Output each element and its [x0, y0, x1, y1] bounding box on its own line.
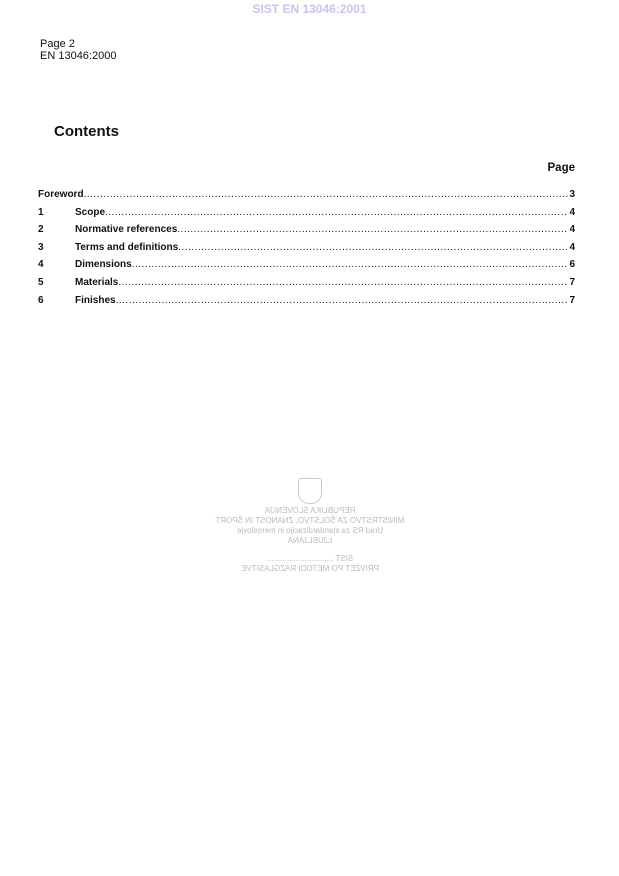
toc-entry[interactable]	[38, 189, 575, 207]
toc-number: 3	[38, 241, 44, 253]
toc-leader	[84, 189, 569, 200]
page-column-label: Page	[547, 162, 575, 174]
toc-label: Dimensions	[75, 259, 132, 271]
toc-page: 7	[569, 276, 575, 288]
toc-entry[interactable]	[38, 207, 575, 225]
toc-leader	[177, 224, 568, 235]
toc-label: Materials	[75, 276, 119, 288]
toc-page: 4	[569, 224, 575, 236]
toc-number: 4	[38, 259, 44, 271]
stamp-line: SIST ..............................	[266, 554, 354, 563]
stamp-line: REPUBLIKA SLOVENIJA	[264, 506, 356, 515]
toc-label: Normative references	[75, 224, 178, 236]
contents-title: Contents	[54, 123, 119, 140]
toc-number: 6	[38, 294, 44, 306]
toc-number: 1	[38, 206, 44, 218]
toc-entry[interactable]	[38, 277, 575, 295]
toc-page: 7	[569, 294, 575, 306]
toc-label: Finishes	[75, 294, 116, 306]
toc-page: 4	[569, 241, 575, 253]
toc-leader	[178, 242, 568, 253]
toc-page: 4	[569, 206, 575, 218]
toc-leader	[118, 277, 568, 288]
toc-leader	[132, 259, 569, 270]
toc-entry[interactable]	[38, 242, 575, 260]
toc-number: 5	[38, 276, 44, 288]
toc-leader	[105, 207, 568, 218]
watermark: SIST EN 13046:2001	[252, 2, 367, 16]
toc-number: 2	[38, 224, 44, 236]
toc-page: 3	[569, 189, 575, 200]
standard-id: EN 13046:2000	[40, 50, 117, 62]
table-of-contents	[38, 189, 575, 312]
toc-entry[interactable]	[38, 259, 575, 277]
coat-of-arms-icon	[298, 478, 322, 504]
toc-label: Terms and definitions	[75, 241, 179, 253]
stamp-line: LJUBLJANA	[287, 536, 333, 545]
stamp-line: MINISTRSTVO ZA ŠOLSTVO, ZNANOST IN ŠPORT	[215, 516, 405, 525]
page-number: Page 2	[40, 38, 75, 50]
toc-entry[interactable]	[38, 295, 575, 313]
toc-entry[interactable]	[38, 224, 575, 242]
toc-label: Foreword	[38, 189, 84, 200]
official-stamp	[215, 478, 405, 574]
toc-label: Scope	[75, 206, 106, 218]
stamp-line: Urad RS za standardizacijo in meroslovje	[236, 526, 384, 535]
page-header	[40, 38, 116, 62]
toc-leader	[116, 295, 569, 306]
toc-page: 6	[569, 259, 575, 271]
stamp-line: PRIVZET PO METODI RAZGLASITVE	[241, 564, 379, 573]
